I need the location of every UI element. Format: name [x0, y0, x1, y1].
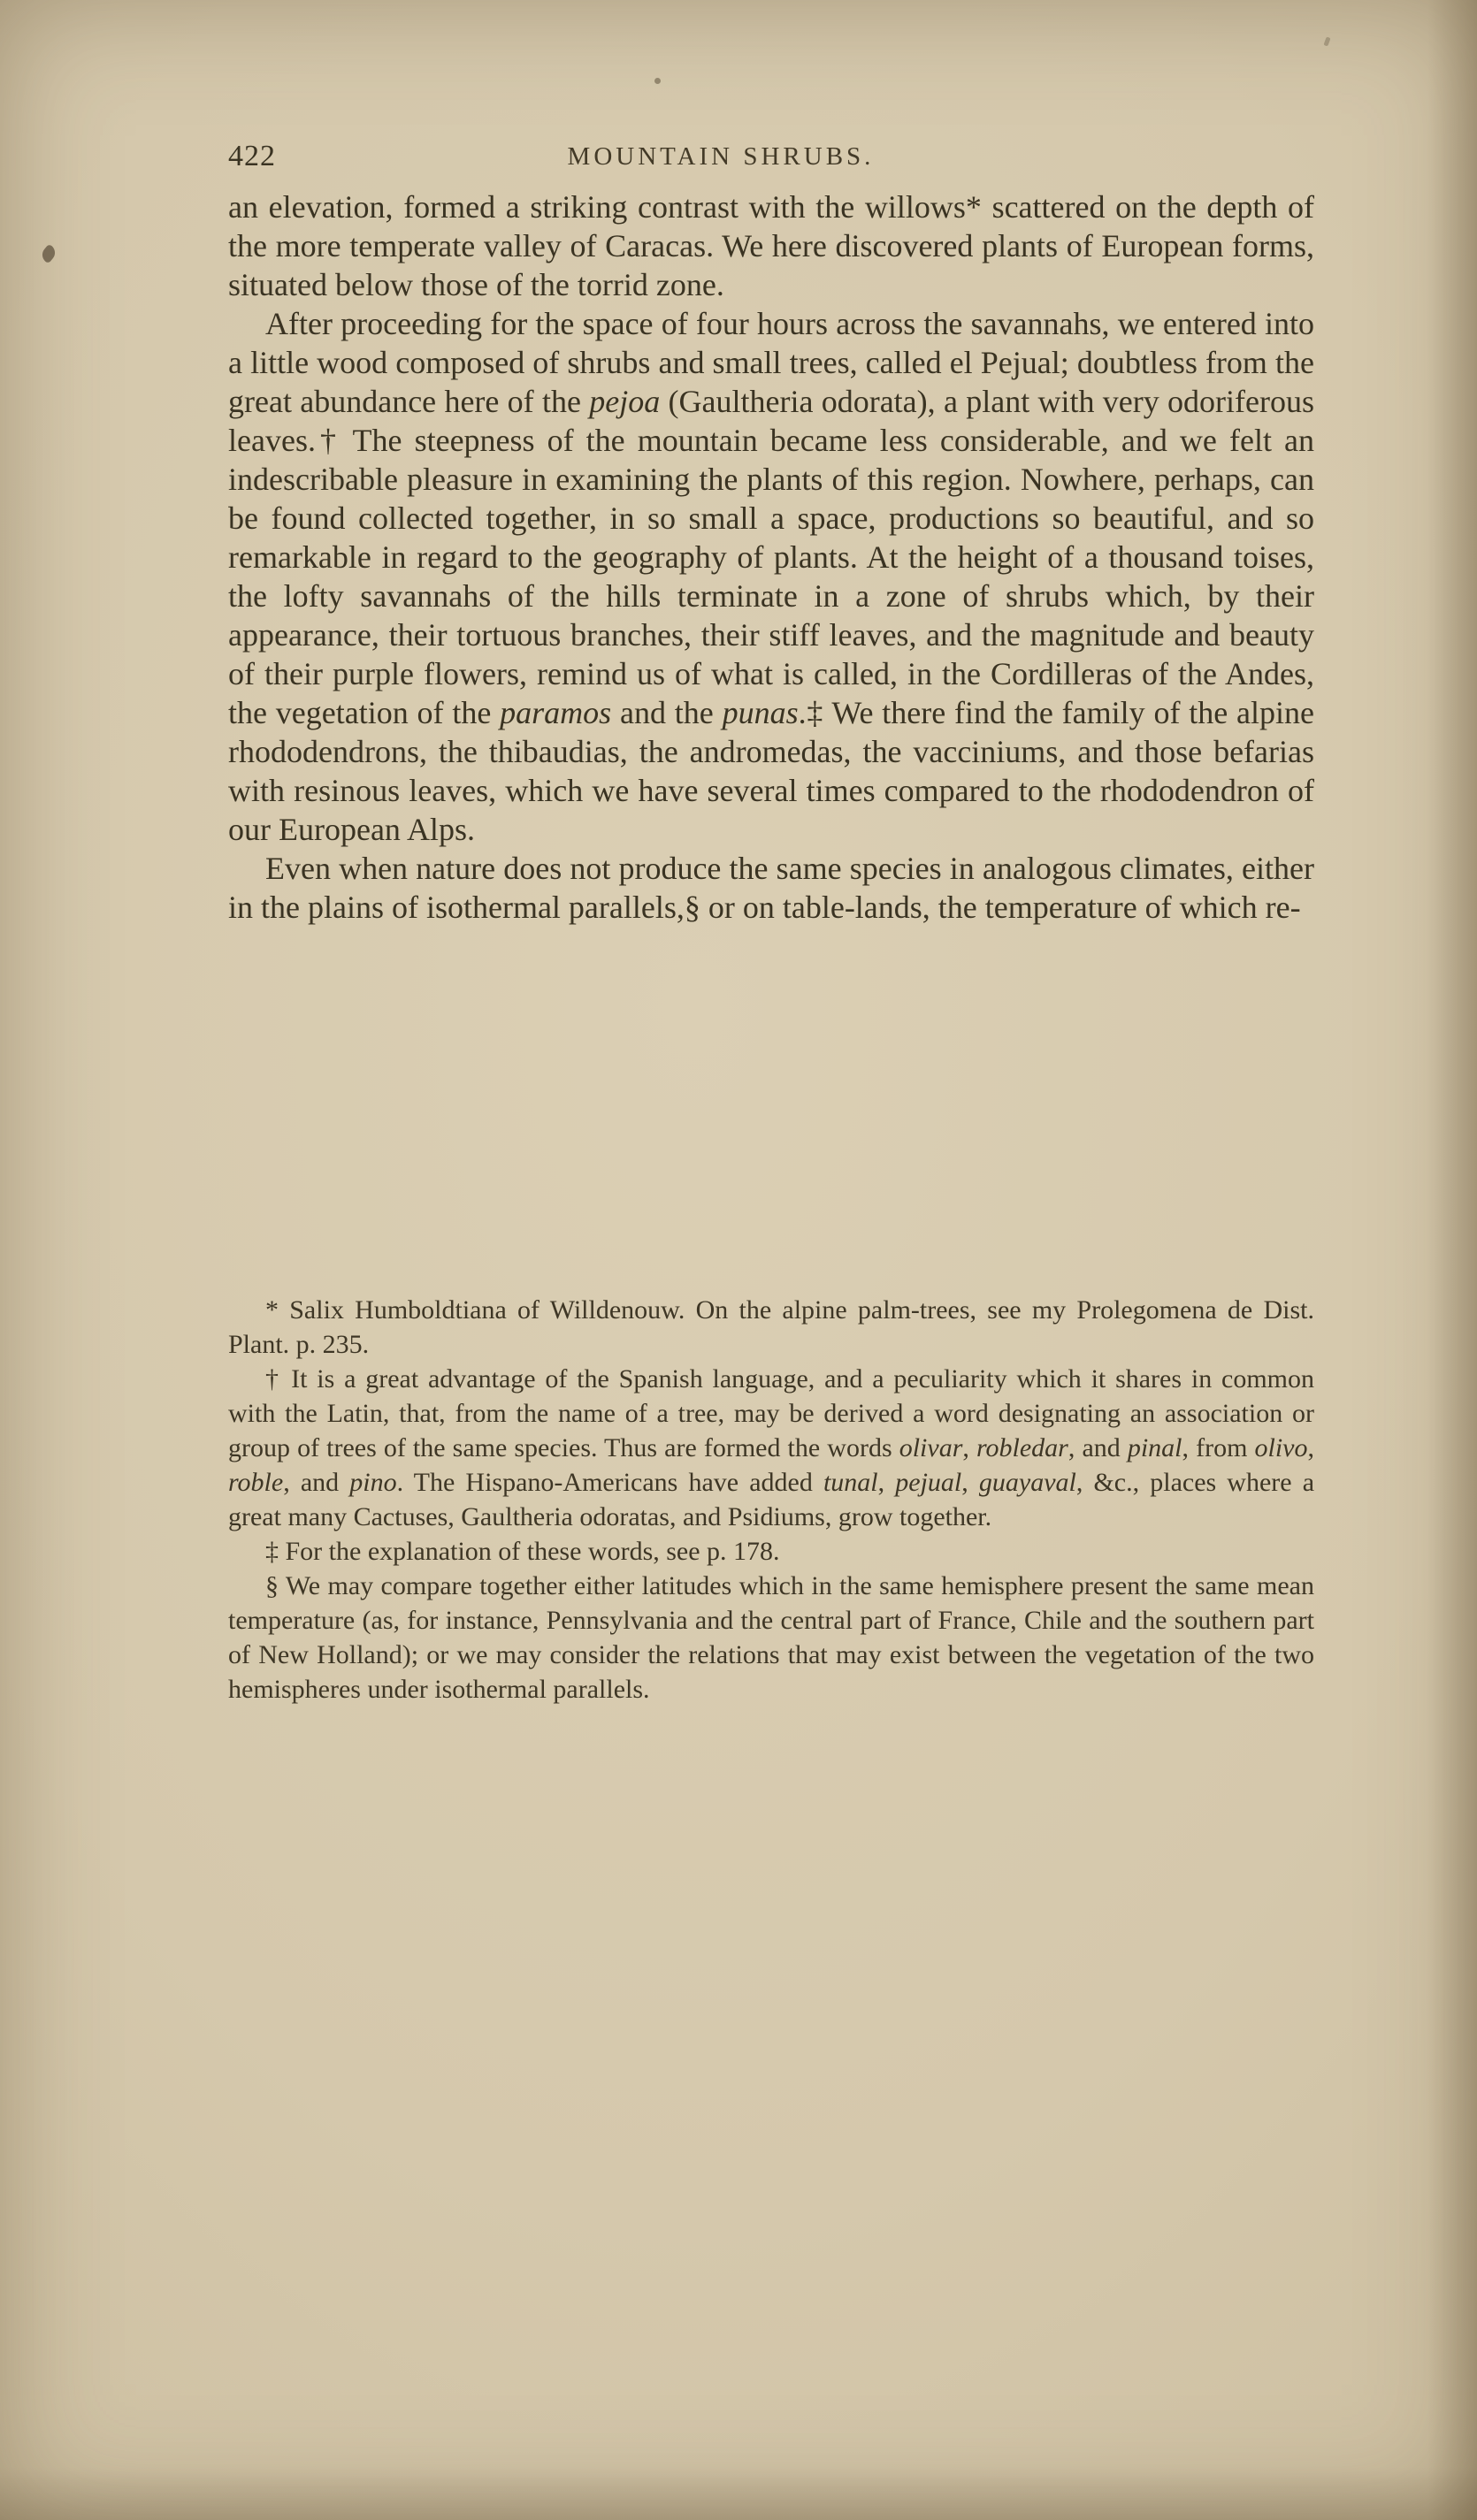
italic-text-run: olivar	[899, 1433, 963, 1462]
italic-text-run: tunal	[823, 1468, 878, 1497]
text-run: Even when nature does not produce the same species in analogous climates, either in the plains of isothermal parallels,§ or on table-lands, the temperature of which re-	[228, 851, 1314, 925]
page-edge-shadow	[1427, 0, 1477, 2520]
body-text	[228, 187, 1314, 927]
italic-text-run: pejual	[895, 1468, 962, 1497]
italic-text-run: pinal	[1127, 1433, 1182, 1462]
text-run: (Gaultheria odorata), a plant with very odoriferous leaves.† The steepness of the mountain became less considerable, and we felt an indescribable pleasure in examining the plants of this region. Nowhere, perhaps, can be found collected together, in so small a space, productions so beautiful, and so remarkable in regard to the geography of plants. At the height of a thousand toises, the lofty savannahs of the hills terminate in a zone of shrubs which, by their appearance, their tortuous branches, their stiff leaves, and the magnitude and beauty of their purple flowers, remind us of what is called, in the Cordilleras of the Andes, the vegetation of the	[228, 384, 1314, 730]
text-run: an elevation, formed a striking contrast with the willows* scattered on the depth of the more temperate valley of Caracas. We here discovered plants of European forms, situated below those of the torrid zone.	[228, 189, 1314, 302]
footnote	[228, 1293, 1314, 1362]
text-run: , and	[1068, 1433, 1128, 1462]
page-edge-shadow	[0, 2467, 1477, 2520]
text-run: , &c., places where a great many Cactuses, Gaultheria odoratas, and Psidiums, grow together.	[228, 1468, 1315, 1531]
page-header	[228, 140, 1316, 179]
body-paragraph	[228, 304, 1314, 849]
ink-speck	[654, 78, 661, 84]
text-run: . The Hispano-Americans have added	[396, 1468, 823, 1497]
text-run: † It is a great advantage of the Spanish language, and a peculiarity which it shares in common with the Latin, that, from the name of a tree, may be derived a word designating an association or group of trees of the same species. Thus are formed the words	[228, 1364, 1314, 1462]
italic-text-run: roble	[228, 1468, 284, 1497]
text-run: * Salix Humboldtiana of Willdenouw. On the alpine palm-trees, see my Prolegomena de Dist. Plant. p. 235.	[228, 1295, 1314, 1359]
italic-text-run: paramos	[500, 695, 612, 730]
text-run: § We may compare together either latitudes which in the same hemisphere present the same mean temperature (as, for instance, Pennsylvania and the central part of France, Chile and the southern part of New Holland); or we may consider the relations that may exist between the vegetation of the two hemispheres under isothermal parallels.	[228, 1571, 1314, 1704]
body-paragraph	[228, 187, 1314, 304]
running-title: MOUNTAIN SHRUBS.	[567, 142, 875, 171]
body-paragraph	[228, 849, 1314, 927]
italic-text-run: pino	[349, 1468, 397, 1497]
text-run: ,	[961, 1468, 979, 1497]
text-run: , and	[283, 1468, 350, 1497]
text-run: .‡ We there find the family of the alpine rhododendrons, the thibaudias, the andromedas, the vacciniums, and those befarias with resinous leaves, which we have several times compared to the rhododendron of our European Alps.	[228, 695, 1314, 847]
text-run: ,	[877, 1468, 896, 1497]
text-run: After proceeding for the space of four hours across the savannahs, we entered into a little wood composed of shrubs and small trees, called el Pejual; doubtless from the great abundance here of the	[228, 306, 1314, 419]
text-run: ,	[1307, 1433, 1314, 1462]
text-run: , from	[1182, 1433, 1255, 1462]
italic-text-run: olivo	[1254, 1433, 1308, 1462]
footnote	[228, 1569, 1314, 1707]
ink-speck	[1323, 36, 1330, 46]
footnote	[228, 1534, 1314, 1569]
text-run: and the	[611, 695, 723, 730]
footnote	[228, 1362, 1314, 1534]
footnotes	[228, 1293, 1314, 1707]
text-run: ‡ For the explanation of these words, see p. 178.	[265, 1537, 780, 1566]
italic-text-run: punas	[722, 695, 799, 730]
text-run: ,	[962, 1433, 976, 1462]
italic-text-run: guayaval	[978, 1468, 1076, 1497]
italic-text-run: pejoa	[589, 384, 661, 419]
page-number: 422	[228, 140, 276, 172]
italic-text-run: robledar	[976, 1433, 1068, 1462]
ink-speck	[39, 244, 58, 264]
